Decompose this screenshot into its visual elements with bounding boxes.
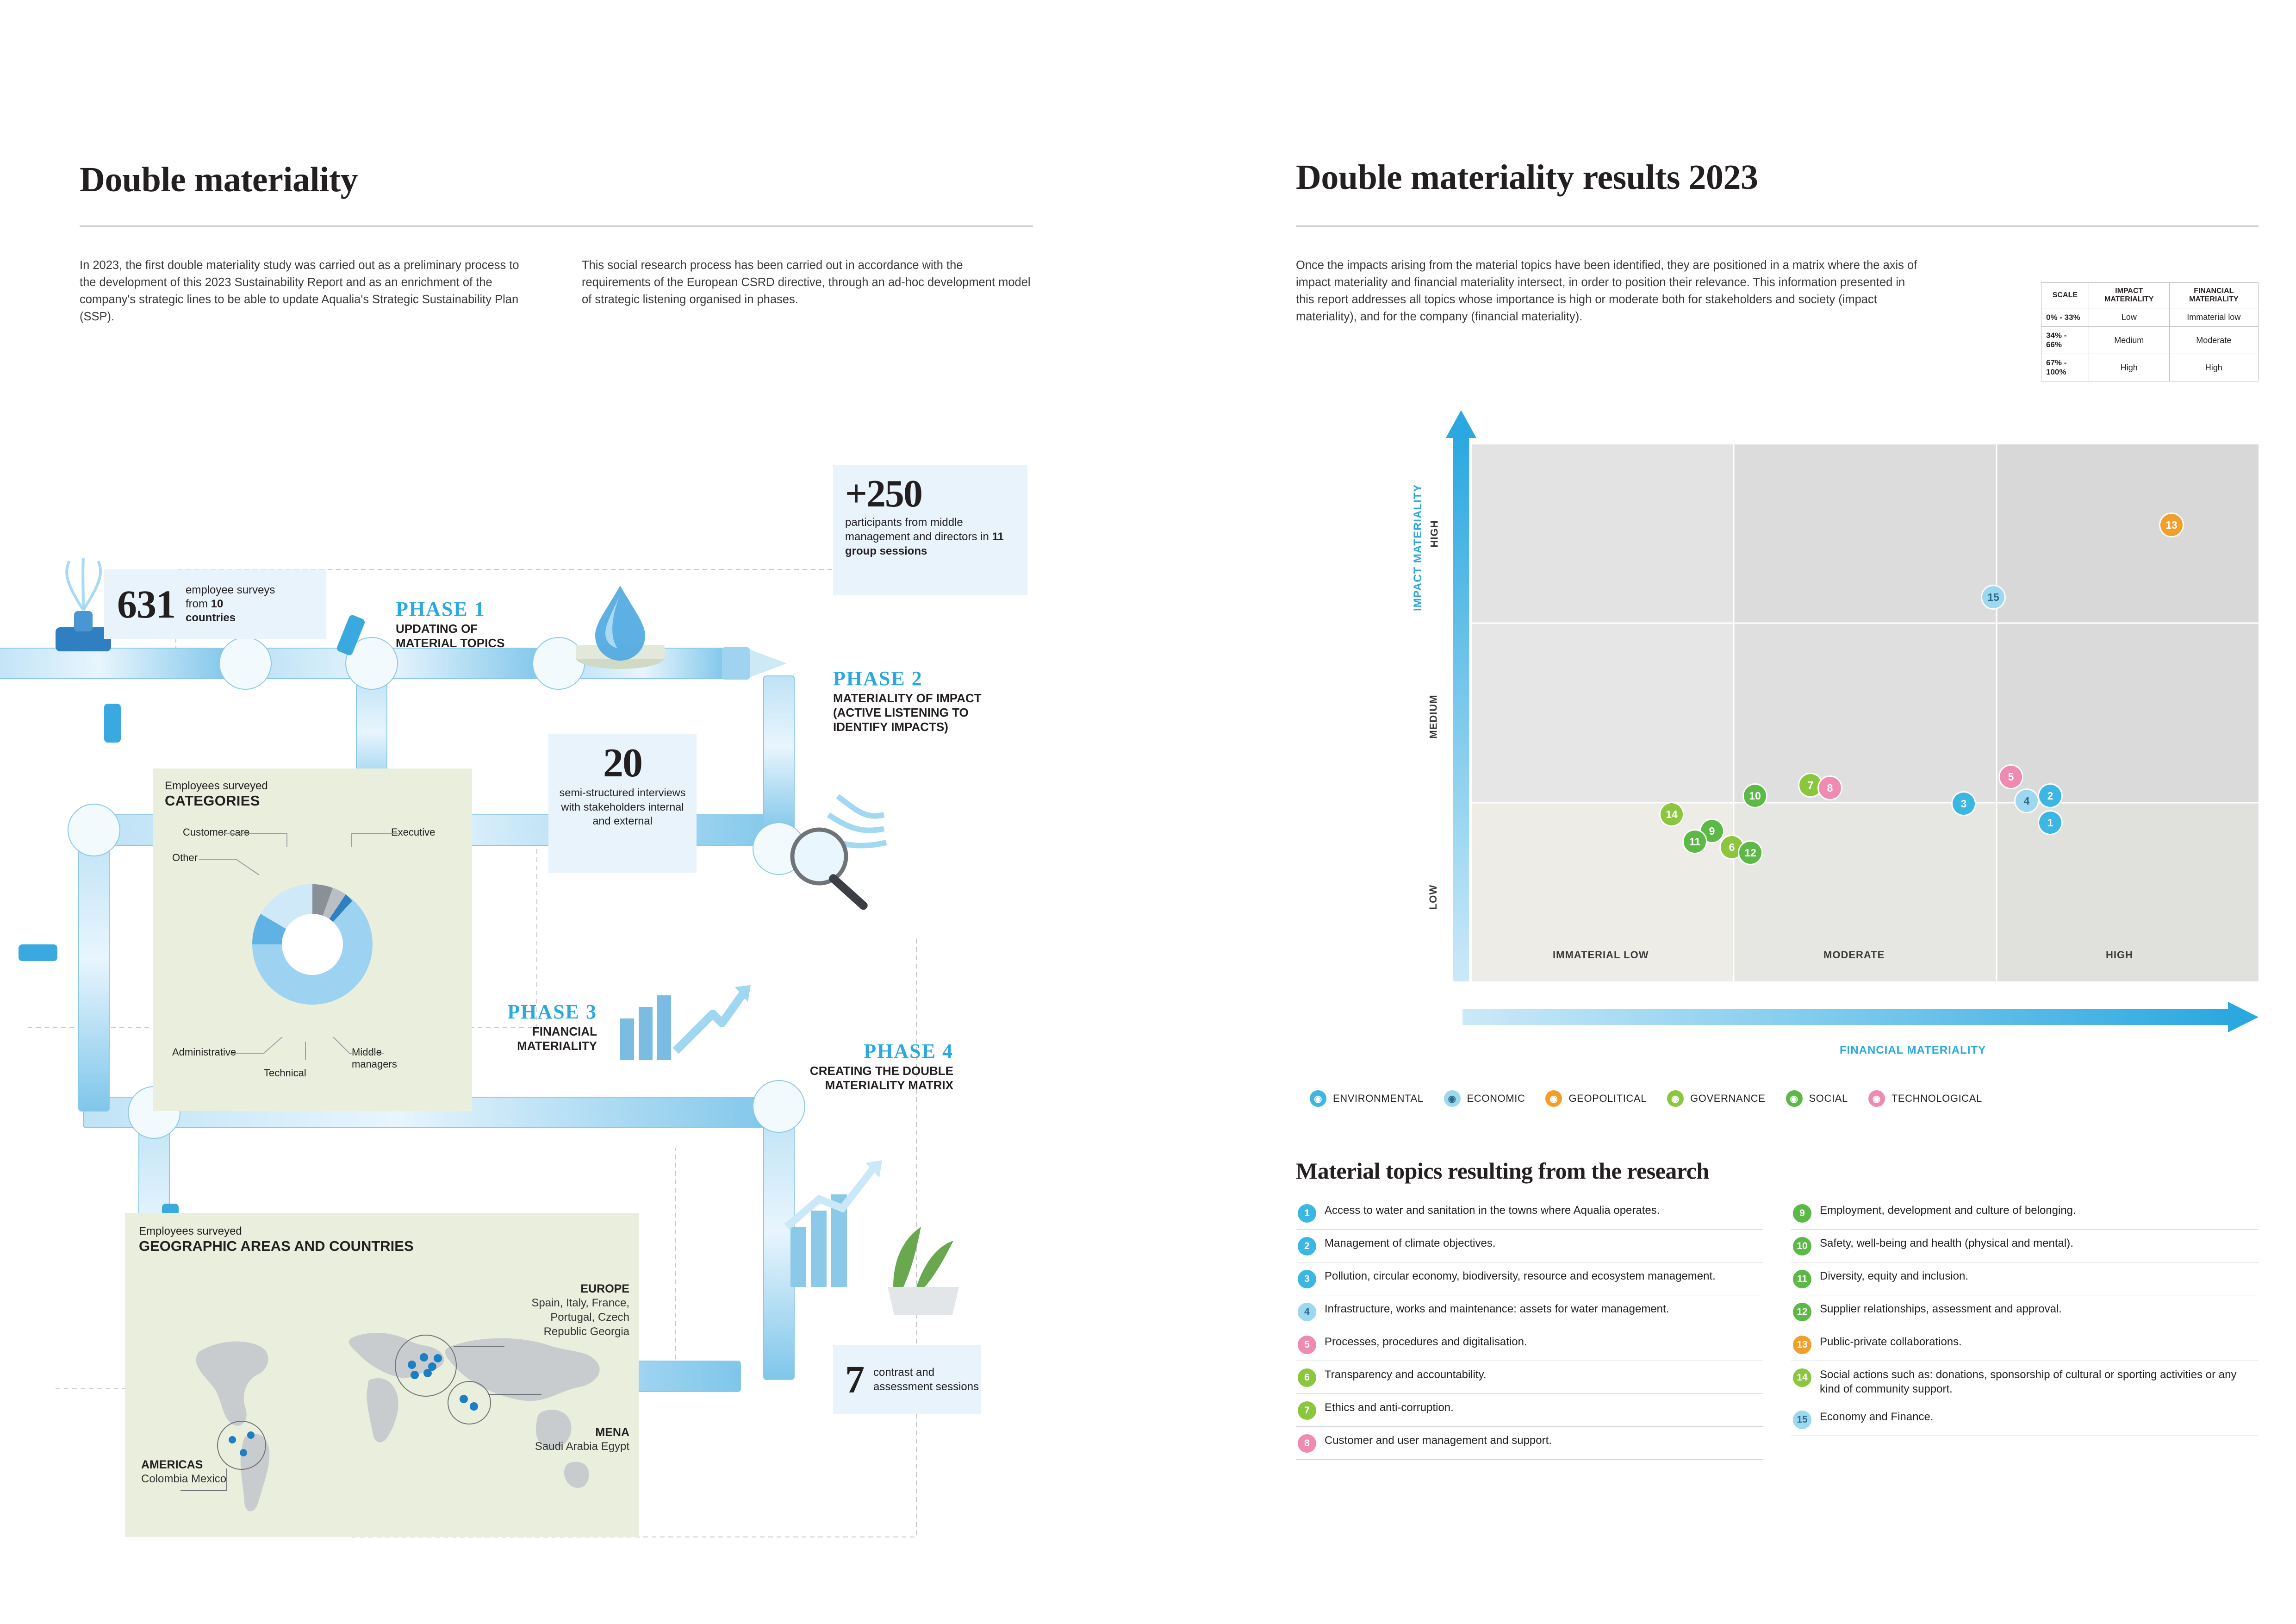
topic-number-2: 2 — [1298, 1237, 1316, 1255]
matrix-point-9[interactable]: 9 — [1701, 820, 1723, 842]
stat-250-text-pre: participants from middle management and directors in — [845, 516, 992, 543]
stat-631-line1: employee surveys — [186, 584, 275, 596]
scale-header-financial: FINANCIAL MATERIALITY — [2169, 283, 2258, 308]
legend-dot-environmental: ◉ — [1310, 1090, 1326, 1107]
x-axis-label: FINANCIAL MATERIALITY — [1840, 1044, 1986, 1056]
phase-3 — [467, 1000, 597, 1053]
legend-dot-governance: ◉ — [1667, 1090, 1684, 1107]
phase-4-name: PHASE 4 — [864, 1040, 953, 1062]
topic-row-10 — [1791, 1230, 2259, 1262]
phase-4 — [773, 1039, 953, 1093]
y-tick-medium: MEDIUM — [1427, 694, 1439, 739]
categories-heading: CATEGORIES — [165, 793, 260, 809]
stat-250-number: +250 — [845, 472, 922, 515]
donut-label-middle-managers: Middle managers — [352, 1046, 397, 1070]
region-mena — [528, 1426, 629, 1454]
topic-text-14: Social actions such as: donations, sponsorship of cultural or sporting activities or any kind of community support. — [1820, 1368, 2237, 1396]
topics-list — [1296, 1197, 2261, 1460]
topic-row-6 — [1296, 1361, 1763, 1394]
stat-participants — [833, 465, 1027, 595]
matrix-point-3[interactable]: 3 — [1953, 793, 1975, 815]
matrix-point-12[interactable]: 12 — [1739, 842, 1761, 864]
matrix-point-1[interactable]: 1 — [2039, 812, 2061, 834]
region-europe-name: EUROPE — [580, 1282, 629, 1295]
y-axis-arrow — [1435, 407, 1486, 986]
stat-interviews — [548, 734, 697, 873]
scale-row2-financial: High — [2169, 354, 2258, 381]
matrix-point-5[interactable]: 5 — [2000, 766, 2022, 788]
legend-label-environmental: ENVIRONMENTAL — [1333, 1093, 1424, 1104]
phase-2 — [833, 667, 986, 735]
topic-number-13: 13 — [1793, 1336, 1811, 1354]
legend-item-geopolitical — [1545, 1090, 1647, 1107]
stat-631-line2-pre: from — [186, 598, 211, 610]
scale-table-row-high — [2041, 354, 2259, 381]
matrix-point-7[interactable]: 7 — [1799, 774, 1822, 796]
topic-text-12: Supplier relationships, assessment and approval. — [1820, 1303, 2062, 1315]
topic-row-3 — [1296, 1262, 1763, 1295]
y-tick-low: LOW — [1427, 884, 1439, 910]
topic-row-1 — [1296, 1197, 1763, 1230]
phase-3-sub: FINANCIAL MATERIALITY — [517, 1024, 597, 1053]
stat-631-number: 631 — [117, 582, 175, 626]
matrix-point-8[interactable]: 8 — [1819, 777, 1841, 799]
phase-4-sub: CREATING THE DOUBLE MATERIALITY MATRIX — [809, 1064, 953, 1093]
topic-number-9: 9 — [1793, 1204, 1811, 1223]
legend-label-technological: TECHNOLOGICAL — [1891, 1093, 1982, 1104]
donut-label-other: Other — [172, 852, 198, 863]
region-americas-name: AMERICAS — [141, 1458, 203, 1471]
scale-header-scale: SCALE — [2041, 283, 2089, 308]
topic-row-5 — [1296, 1328, 1763, 1361]
scale-row1-impact: Medium — [2089, 327, 2169, 354]
geo-kicker: Employees surveyed — [139, 1225, 242, 1237]
legend-dot-economic: ◉ — [1444, 1090, 1461, 1107]
x-tick-moderate: MODERATE — [1823, 949, 1885, 961]
legend-item-environmental — [1310, 1090, 1424, 1107]
topic-row-14 — [1791, 1361, 2259, 1403]
phase-1-name: PHASE 1 — [396, 598, 485, 620]
x-tick-high: HIGH — [2106, 949, 2133, 961]
topic-number-1: 1 — [1298, 1204, 1316, 1223]
legend-dot-geopolitical: ◉ — [1545, 1090, 1562, 1107]
phase-2-name: PHASE 2 — [833, 667, 923, 690]
matrix-point-4[interactable]: 4 — [2016, 790, 2038, 812]
legend-label-economic: ECONOMIC — [1467, 1093, 1525, 1104]
stat-20-text: semi-structured interviews with stakeholders internal and external — [559, 787, 686, 827]
scale-table-header-row — [2041, 283, 2259, 308]
legend-dot-social: ◉ — [1786, 1090, 1803, 1107]
topic-row-11 — [1791, 1262, 2259, 1295]
phase-2-sub: MATERIALITY OF IMPACT (ACTIVE LISTENING TO IDENTIFY IMPACTS) — [833, 691, 982, 734]
matrix-point-2[interactable]: 2 — [2039, 785, 2061, 807]
topic-text-7: Ethics and anti-corruption. — [1325, 1401, 1454, 1414]
legend-dot-technological: ◉ — [1868, 1090, 1885, 1107]
topic-number-14: 14 — [1793, 1368, 1811, 1387]
bar-chart-arrow-illustration — [606, 963, 759, 1083]
region-mena-countries: Saudi Arabia Egypt — [535, 1440, 629, 1453]
matrix-point-10[interactable]: 10 — [1744, 785, 1766, 807]
topics-column-right — [1791, 1197, 2259, 1460]
region-europe-countries: Spain, Italy, France, Portugal, Czech Republic Georgia — [531, 1297, 629, 1338]
donut-label-technical: Technical — [264, 1067, 306, 1079]
legend-item-economic — [1444, 1090, 1525, 1107]
topic-row-12 — [1791, 1295, 2259, 1328]
topic-number-15: 15 — [1793, 1411, 1811, 1429]
topic-row-9 — [1791, 1197, 2259, 1230]
matrix-grid — [1472, 444, 2259, 981]
stat-631-line2-bold: 10 — [211, 598, 224, 610]
topic-row-8 — [1296, 1427, 1763, 1460]
x-tick-immaterial-low: IMMATERIAL LOW — [1553, 949, 1649, 961]
topic-text-9: Employment, development and culture of belonging. — [1820, 1204, 2076, 1217]
matrix-point-14[interactable]: 14 — [1661, 803, 1683, 825]
divider-right — [1296, 225, 2259, 227]
stat-250-text-bold: 11 — [992, 530, 1004, 543]
topic-text-15: Economy and Finance. — [1820, 1411, 1934, 1424]
topic-text-4: Infrastructure, works and maintenance: assets for water management. — [1325, 1303, 1669, 1315]
materiality-matrix — [1427, 444, 2259, 981]
topic-number-4: 4 — [1298, 1303, 1316, 1321]
topic-number-10: 10 — [1793, 1237, 1811, 1255]
y-tick-high: HIGH — [1428, 520, 1440, 548]
phase-3-name: PHASE 3 — [507, 1000, 597, 1023]
topic-number-12: 12 — [1793, 1303, 1811, 1321]
donut-label-customer-care: Customer care — [183, 826, 250, 838]
topic-row-2 — [1296, 1230, 1763, 1262]
scale-table — [2041, 282, 2259, 381]
page-title-left: Double materiality — [80, 160, 358, 199]
topic-text-10: Safety, well-being and health (physical and mental). — [1820, 1237, 2073, 1249]
topic-row-13 — [1791, 1328, 2259, 1361]
scale-row1-range: 34% - 66% — [2041, 327, 2089, 354]
topic-text-8: Customer and user management and support. — [1325, 1434, 1552, 1447]
scale-row1-financial: Moderate — [2169, 327, 2258, 354]
topic-number-6: 6 — [1298, 1368, 1316, 1387]
region-mena-name: MENA — [595, 1426, 629, 1439]
stat-250-text — [845, 515, 1015, 559]
growth-plant-illustration — [778, 1148, 963, 1324]
topic-text-13: Public-private collaborations. — [1820, 1336, 1962, 1348]
right-column — [1259, 0, 2296, 1624]
stat-sessions — [833, 1345, 981, 1414]
stat-20-number: 20 — [603, 741, 642, 786]
intro-left-col1: In 2023, the first double materiality study was carried out as a preliminary process to the development of this 2023 Sustainability Report and as an enrichment of the company's strategic lines to be able to update Aqualia's Strategic Sustainability Plan (SSP). — [80, 259, 519, 323]
magnifier-illustration — [768, 778, 921, 931]
topics-title: Material topics resulting from the research — [1296, 1158, 1709, 1184]
scale-row0-range: 0% - 33% — [2041, 308, 2089, 327]
x-axis-arrow — [1458, 995, 2263, 1042]
topic-number-8: 8 — [1298, 1434, 1316, 1453]
donut-svg — [234, 866, 391, 1023]
stat-7-text: contrast and assessment sessions — [873, 1366, 979, 1393]
topic-number-3: 3 — [1298, 1270, 1316, 1288]
topic-text-11: Diversity, equity and inclusion. — [1820, 1270, 1969, 1282]
stat-250-text-post: group sessions — [845, 545, 927, 558]
matrix-point-15[interactable]: 15 — [1982, 586, 2004, 608]
topics-column-left — [1296, 1197, 1763, 1460]
topic-text-2: Management of climate objectives. — [1325, 1237, 1496, 1249]
scale-row0-financial: Immaterial low — [2169, 308, 2258, 327]
intro-left-col2: This social research process has been carried out in accordance with the requirements of the European CSRD directive, through an ad-hoc development model of strategic listening organised in phases. — [582, 259, 1031, 306]
scale-row0-impact: Low — [2089, 308, 2169, 327]
phase-1 — [396, 597, 530, 650]
scale-table-row-low — [2041, 308, 2259, 327]
region-europe — [504, 1282, 629, 1339]
geo-heading: GEOGRAPHIC AREAS AND COUNTRIES — [139, 1238, 414, 1254]
legend-item-social — [1786, 1090, 1848, 1107]
stat-631-line3-bold: countries — [186, 612, 236, 624]
topic-row-4 — [1296, 1295, 1763, 1328]
legend-label-geopolitical: GEOPOLITICAL — [1568, 1093, 1647, 1104]
topic-text-1: Access to water and sanitation in the towns where Aqualia operates. — [1325, 1204, 1660, 1217]
categories-kicker: Employees surveyed — [165, 780, 268, 792]
scale-row2-range: 67% - 100% — [2041, 354, 2089, 381]
topic-text-6: Transparency and accountability. — [1325, 1368, 1487, 1381]
topic-number-7: 7 — [1298, 1401, 1316, 1420]
stat-employee-surveys — [104, 569, 326, 639]
legend-label-social: SOCIAL — [1809, 1093, 1848, 1104]
phase-1-sub: UPDATING OF MATERIAL TOPICS — [396, 622, 505, 650]
divider-left — [80, 225, 1033, 227]
donut-label-executive: Executive — [391, 826, 436, 838]
region-americas-countries: Colombia Mexico — [141, 1473, 227, 1485]
topic-text-3: Pollution, circular economy, biodiversity, resource and ecosystem management. — [1325, 1270, 1716, 1282]
stat-631-text — [186, 583, 275, 625]
matrix-point-6[interactable]: 6 — [1721, 836, 1743, 858]
matrix-point-11[interactable]: 11 — [1684, 831, 1706, 853]
page-title-right: Double materiality results 2023 — [1296, 158, 1758, 197]
region-americas — [141, 1458, 271, 1486]
category-legend — [1310, 1090, 2259, 1107]
topic-number-5: 5 — [1298, 1336, 1316, 1354]
legend-item-governance — [1667, 1090, 1765, 1107]
topic-row-15 — [1791, 1403, 2259, 1436]
intro-left — [80, 257, 1033, 325]
intro-right: Once the impacts arising from the material topics have been identified, they are positioned in a matrix where the axis of impact materiality and financial materiality intersect, in order to position their relevance. This information presented in this report addresses all topics whose importance is high or moderate both for stakeholders and society (impact materiality), and for the company (financial materiality). — [1296, 259, 1917, 323]
scale-row2-impact: High — [2089, 354, 2169, 381]
stat-7-number: 7 — [845, 1358, 864, 1401]
scale-table-row-medium — [2041, 327, 2259, 354]
y-axis-label: IMPACT MATERIALITY — [1412, 484, 1424, 611]
topic-text-5: Processes, procedures and digitalisation. — [1325, 1336, 1527, 1348]
topic-row-7 — [1296, 1394, 1763, 1427]
legend-label-governance: GOVERNANCE — [1690, 1093, 1766, 1104]
topic-number-11: 11 — [1793, 1270, 1811, 1288]
matrix-point-13[interactable]: 13 — [2160, 514, 2183, 536]
legend-item-technological — [1868, 1090, 1982, 1107]
donut-label-administrative: Administrative — [172, 1046, 236, 1058]
scale-header-impact: IMPACT MATERIALITY — [2089, 283, 2169, 308]
categories-donut-chart — [234, 866, 391, 1023]
water-drop-illustration — [551, 567, 690, 678]
